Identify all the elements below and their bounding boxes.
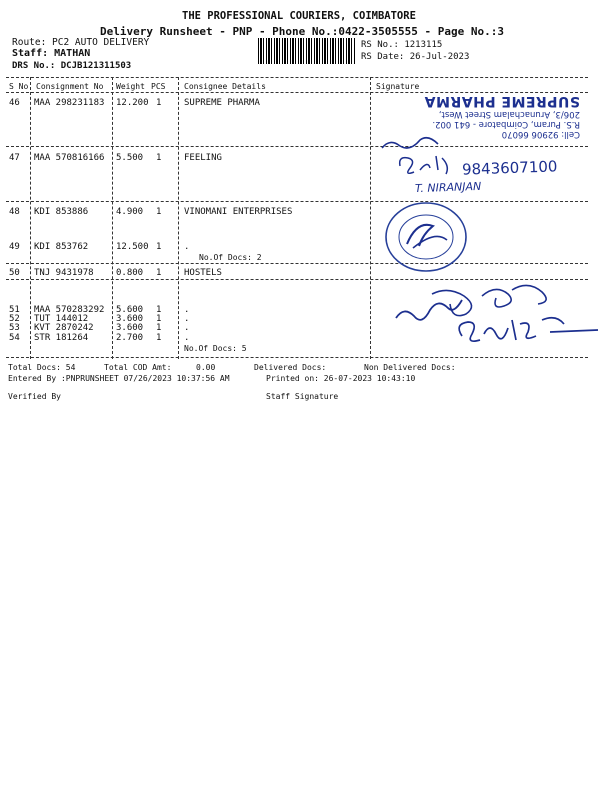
- row-consignment: MAA 298231183: [34, 98, 105, 108]
- row-pcs: 1: [156, 242, 162, 252]
- row-consignee: FEELING: [184, 153, 222, 163]
- row-sno: 51: [9, 305, 20, 315]
- col-sno: S No: [9, 82, 29, 91]
- stamp-cell: Cell: 92906 66070: [501, 129, 580, 139]
- row-pcs: 1: [156, 323, 162, 333]
- rs-number: RS No.: 1213115: [361, 40, 443, 50]
- docs-count-note: No.Of Docs: 2: [199, 253, 262, 262]
- row-pcs: 1: [156, 268, 162, 278]
- delivered-docs: Delivered Docs:: [254, 363, 327, 372]
- row-weight: 0.800: [116, 268, 144, 278]
- row-rule: [6, 201, 588, 202]
- row-sno: 47: [9, 153, 20, 163]
- col-divider: [178, 77, 179, 359]
- row-weight: 5.500: [116, 153, 144, 163]
- non-delivered-docs: Non Delivered Docs:: [364, 363, 456, 372]
- col-consignment: Consignment No: [36, 82, 104, 91]
- row-pcs: 1: [156, 153, 162, 163]
- row-consignee: .: [184, 305, 190, 315]
- total-docs: Total Docs: 54: [8, 363, 76, 372]
- row-rule: [6, 263, 588, 264]
- row-weight: 12.500: [116, 242, 149, 252]
- row-consignment: STR 181264: [34, 333, 89, 343]
- col-weight: Weight: [116, 82, 145, 91]
- row-pcs: 1: [156, 333, 162, 343]
- row-sno: 52: [9, 314, 20, 324]
- verified-by: Verified By: [8, 392, 61, 401]
- row-consignee: SUPREME PHARMA: [184, 98, 260, 108]
- row-consignee: .: [184, 242, 190, 252]
- row-pcs: 1: [156, 207, 162, 217]
- table-bottom-rule: [6, 357, 588, 358]
- row-pcs: 1: [156, 98, 162, 108]
- row-sno: 49: [9, 242, 20, 252]
- row-consignment: KVT 2870242: [34, 323, 94, 333]
- signature-large: [392, 280, 600, 356]
- handwritten-phone: 9843607100: [461, 157, 558, 179]
- handwritten-name: T. NIRANJAN: [414, 179, 482, 196]
- col-pcs: PCS: [151, 82, 166, 91]
- total-cod-value: 0.00: [196, 363, 216, 372]
- col-consignee: Consignee Details: [184, 82, 266, 91]
- row-consignment: TNJ 9431978: [34, 268, 94, 278]
- route-label: Route: PC2 AUTO DELIVERY: [12, 37, 150, 48]
- col-divider: [370, 77, 371, 359]
- row-consignment: TUT 144012: [34, 314, 89, 324]
- stamp-name: SUPREME PHARMA: [424, 93, 580, 109]
- row-sno: 54: [9, 333, 20, 343]
- row-consignee: HOSTELS: [184, 268, 222, 278]
- row-sno: 50: [9, 268, 20, 278]
- row-weight: 4.900: [116, 207, 144, 217]
- row-consignment: MAA 570816166: [34, 153, 105, 163]
- drs-number: DRS No.: DCJB121311503: [12, 61, 132, 71]
- col-divider: [112, 77, 113, 359]
- row-weight: 2.700: [116, 333, 144, 343]
- row-weight: 3.600: [116, 323, 144, 333]
- row-sno: 46: [9, 98, 20, 108]
- round-stamp: [383, 200, 469, 274]
- staff-label: Staff: MATHAN: [12, 48, 91, 59]
- row-weight: 3.600: [116, 314, 144, 324]
- row-consignee: .: [184, 314, 190, 324]
- row-consignment: KDI 853762: [34, 242, 89, 252]
- entered-by: Entered By :PNPRUNSHEET 07/26/2023 10:37:56 AM: [8, 374, 230, 383]
- row-sno: 48: [9, 207, 20, 217]
- row-sno: 53: [9, 323, 20, 333]
- row-consignment: KDI 853886: [34, 207, 89, 217]
- row-consignee: .: [184, 323, 190, 333]
- printed-on: Printed on: 26-07-2023 10:43:10: [266, 374, 416, 383]
- header-top-rule: [6, 77, 588, 78]
- row-weight: 12.200: [116, 98, 149, 108]
- docs-count-note: No.Of Docs: 5: [184, 344, 247, 353]
- barcode: [258, 38, 356, 64]
- row-consignment: MAA 570283292: [34, 305, 105, 315]
- staff-signature: Staff Signature: [266, 392, 339, 401]
- col-divider: [30, 77, 31, 359]
- runsheet-title: Delivery Runsheet - PNP - Phone No.:0422-3505555 - Page No.:3: [100, 25, 504, 38]
- stamp-address-2: R.S. Puram, Coimbatore - 641 002.: [432, 119, 580, 129]
- stamp-address-1: 206/3, Arunachalam Street West,: [438, 109, 580, 119]
- row-pcs: 1: [156, 314, 162, 324]
- row-consignee: .: [184, 333, 190, 343]
- col-signature: Signature: [376, 82, 420, 91]
- total-cod-label: Total COD Amt:: [104, 363, 172, 372]
- company-name: THE PROFESSIONAL COURIERS, COIMBATORE: [182, 10, 416, 22]
- row-weight: 5.600: [116, 305, 144, 315]
- row-pcs: 1: [156, 305, 162, 315]
- row-consignee: VINOMANI ENTERPRISES: [184, 207, 293, 217]
- rs-date: RS Date: 26-Jul-2023: [361, 52, 470, 62]
